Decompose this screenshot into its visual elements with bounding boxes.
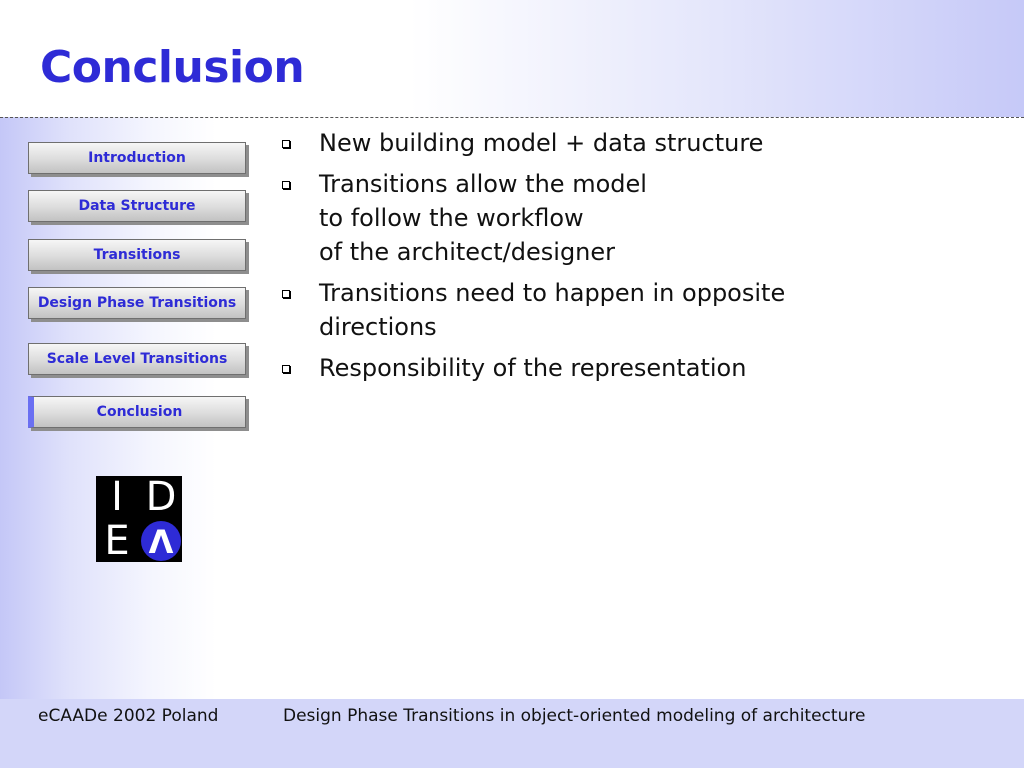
nav-button-introduction[interactable]: Introduction bbox=[28, 142, 246, 174]
logo-letter-e: E bbox=[104, 518, 130, 564]
logo-letter-d: D bbox=[145, 474, 177, 520]
bullet-text: Responsibility of the representation bbox=[319, 354, 747, 382]
bullet-text: New building model + data structure bbox=[319, 129, 764, 157]
bullet-square-icon bbox=[282, 140, 290, 148]
nav-button-conclusion[interactable]: Conclusion bbox=[28, 396, 246, 428]
bullet-item bbox=[282, 126, 982, 160]
footer-conference: eCAADe 2002 Poland bbox=[38, 706, 219, 726]
bullet-text: of the architect/designer bbox=[319, 238, 616, 266]
logo-letter-i: I bbox=[111, 474, 123, 520]
footer-paper-title: Design Phase Transitions in object-oriented modeling of architecture bbox=[283, 706, 866, 726]
bullet-text: to follow the workflow bbox=[319, 204, 584, 232]
bullet-text: directions bbox=[319, 313, 437, 341]
logo-circle-a-icon bbox=[140, 520, 182, 562]
bullet-square-icon bbox=[282, 181, 290, 189]
bullet-item bbox=[282, 351, 982, 385]
bullet-list bbox=[282, 126, 982, 392]
logo-letter-a bbox=[140, 520, 182, 562]
bullet-item bbox=[282, 167, 982, 269]
header-divider bbox=[0, 117, 1024, 118]
bullet-text: Transitions need to happen in opposite bbox=[319, 279, 786, 307]
svg-text:Λ: Λ bbox=[148, 523, 174, 561]
idea-logo bbox=[96, 476, 182, 562]
nav-button-scale-level-transitions[interactable]: Scale Level Transitions bbox=[28, 343, 246, 375]
nav-button-transitions[interactable]: Transitions bbox=[28, 239, 246, 271]
bullet-square-icon bbox=[282, 290, 290, 298]
page-title: Conclusion bbox=[40, 42, 305, 93]
bullet-square-icon bbox=[282, 365, 290, 373]
nav-button-data-structure[interactable]: Data Structure bbox=[28, 190, 246, 222]
nav-button-design-phase-transitions[interactable]: Design Phase Transitions bbox=[28, 287, 246, 319]
bullet-item bbox=[282, 276, 982, 344]
bullet-text: Transitions allow the model bbox=[319, 170, 647, 198]
